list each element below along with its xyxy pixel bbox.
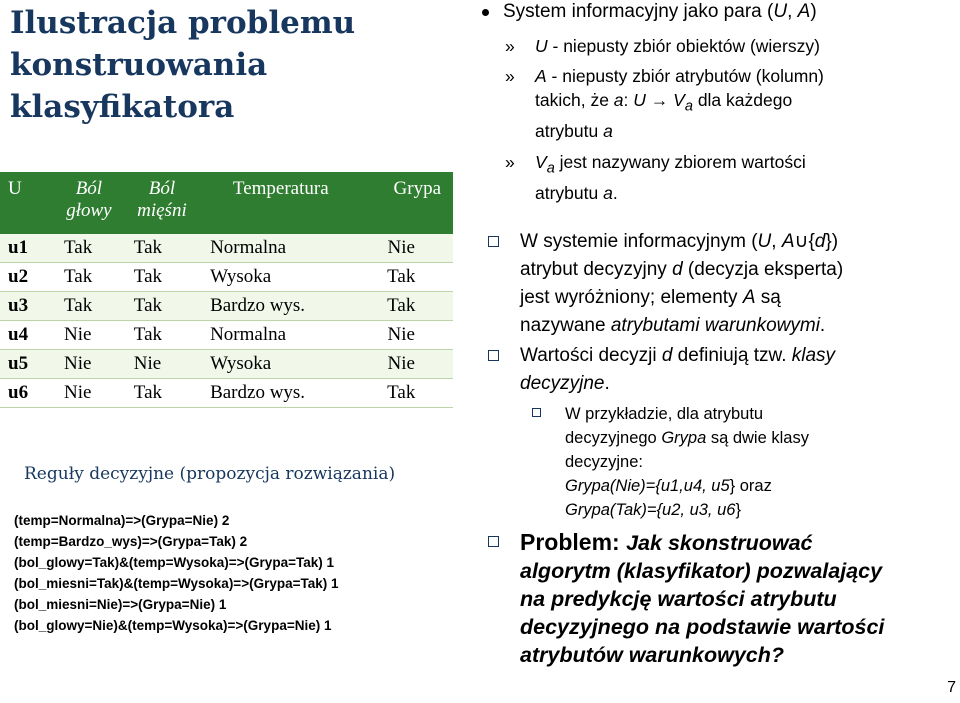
rule-item: (bol_glowy=Nie)&(temp=Wysoka)=>(Grypa=Nie) 1	[14, 618, 332, 633]
title-line: klasyfikatora	[10, 89, 235, 125]
decision-table	[0, 172, 453, 408]
table-row	[0, 321, 453, 350]
table-header-row	[0, 172, 453, 234]
square-bullet-icon	[532, 408, 541, 417]
table-cell: Tak	[124, 379, 200, 408]
square-bullet-icon	[488, 536, 499, 547]
chevron-marker-icon: »	[505, 152, 515, 172]
paragraph-example: W przykładzie, dla atrybutu decyzyjnego Grypa są dwie klasy decyzyjne: Grypa(Nie)={u1,u4, u5} oraz Grypa(Tak)={u2, u3, u6}	[565, 402, 945, 522]
bullet-dot-icon	[482, 9, 489, 16]
chevron-marker-icon: »	[505, 66, 515, 86]
table-cell: u6	[0, 379, 54, 408]
table-row	[0, 292, 453, 321]
table-cell: Nie	[54, 350, 124, 379]
header-cell-grypa: Grypa	[362, 172, 453, 234]
rule-item: (bol_miesni=Tak)&(temp=Wysoka)=>(Grypa=Tak) 1	[14, 576, 339, 591]
bullet-system: System informacyjny jako para (U, A)	[485, 0, 955, 24]
table-cell: u5	[0, 350, 54, 379]
page-number: 7	[947, 679, 956, 696]
header-cell-bol-miesni: Ból mięśni	[124, 172, 200, 234]
square-bullet-icon	[488, 236, 499, 247]
table-cell: Tak	[124, 321, 200, 350]
square-bullet-icon	[488, 350, 499, 361]
table-cell: Wysoka	[200, 350, 361, 379]
rule-item: (bol_glowy=Tak)&(temp=Wysoka)=>(Grypa=Tak) 1	[14, 555, 334, 570]
table-cell: Bardzo wys.	[200, 292, 361, 321]
paragraph-decision-attribute: W systemie informacyjnym (U, A∪{d}) atrybut decyzyjny d (decyzja eksperta) jest wyróżniony; elementy A są nazywane atrybutami warunkowymi.	[520, 228, 960, 340]
rules-heading: Reguły decyzyjne (propozycja rozwiązania)	[24, 464, 396, 484]
rule-item: (bol_miesni=Nie)=>(Grypa=Nie) 1	[14, 597, 227, 612]
table-cell: Tak	[54, 234, 124, 263]
table-cell: Tak	[362, 263, 453, 292]
table-cell: Wysoka	[200, 263, 361, 292]
table-cell: Normalna	[200, 321, 361, 350]
title-line: konstruowania	[10, 47, 268, 83]
table-cell: Normalna	[200, 234, 361, 263]
table-cell: Nie	[362, 321, 453, 350]
table-cell: Tak	[54, 263, 124, 292]
rule-item: (temp=Bardzo_wys)=>(Grypa=Tak) 2	[14, 534, 248, 549]
table-cell: Tak	[362, 379, 453, 408]
sub-bullet-va: » $V_a$ jest nazywany zbiorem wartości atrybutu a.	[505, 152, 806, 203]
table-cell: Nie	[54, 321, 124, 350]
table-cell: u4	[0, 321, 54, 350]
table-cell: Tak	[124, 263, 200, 292]
table-cell: Nie	[124, 350, 200, 379]
rules-list	[14, 510, 339, 636]
sub-bullet-a: » A - niepusty zbiór atrybutów (kolumn) takich, że a: $U \to V_a$ dla każdego atrybutu a	[505, 66, 824, 141]
title-line: Ilustracja problemu	[10, 5, 356, 41]
table-cell: Tak	[362, 292, 453, 321]
table-cell: Tak	[124, 234, 200, 263]
table-row	[0, 234, 453, 263]
rule-item: (temp=Normalna)=>(Grypa=Nie) 2	[14, 513, 230, 528]
table-cell: u1	[0, 234, 54, 263]
header-cell-temperatura: Temperatura	[200, 172, 361, 234]
arrow-right-icon: →	[650, 90, 669, 110]
chevron-marker-icon: »	[505, 36, 515, 56]
table-row	[0, 263, 453, 292]
header-cell-bol-glowy: Ból głowy	[54, 172, 124, 234]
table-row	[0, 379, 453, 408]
table-cell: Nie	[54, 379, 124, 408]
header-cell-u: U	[0, 172, 54, 234]
table-cell: Tak	[124, 292, 200, 321]
table-row	[0, 350, 453, 379]
table-cell: Tak	[54, 292, 124, 321]
table-cell: Nie	[362, 350, 453, 379]
left-panel	[0, 0, 460, 703]
table-cell: u2	[0, 263, 54, 292]
problem-statement: Problem: Jak skonstruować algorytm (klasyfikator) pozwalający na predykcję wartości atrybutu decyzyjnego na podstawie wartości atrybutów warunkowych?	[520, 528, 960, 669]
table-cell: Nie	[362, 234, 453, 263]
table-cell: Bardzo wys.	[200, 379, 361, 408]
slide-title	[10, 2, 450, 128]
paragraph-decision-classes: Wartości decyzji d definiują tzw. klasy decyzyjne.	[520, 342, 960, 398]
table-cell: u3	[0, 292, 54, 321]
sub-bullet-u: » U - niepusty zbiór obiektów (wierszy)	[505, 36, 820, 56]
